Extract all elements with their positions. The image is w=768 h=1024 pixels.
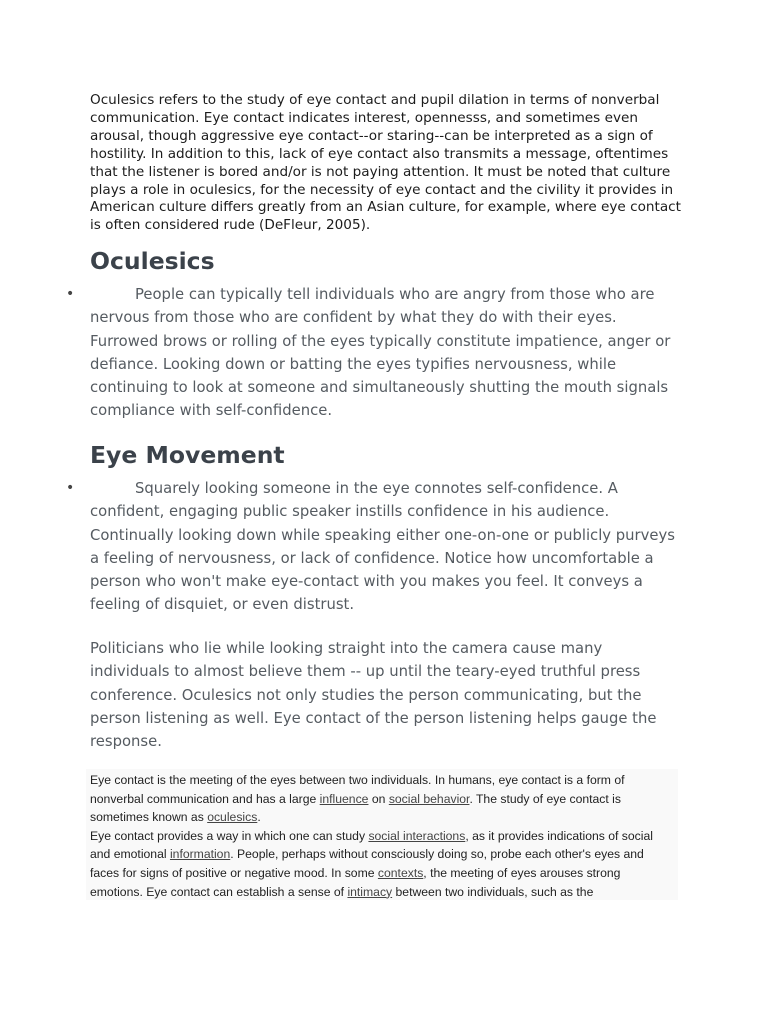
excerpt-paragraph-1 [90, 771, 674, 827]
excerpt-text: . The study of eye contact is sometimes known as [90, 791, 621, 825]
excerpt-text: , as it provides indications of social and emotional [90, 828, 653, 862]
excerpt-text: , the meeting of eyes arouses strong emotions. Eye contact can establish a sense of [90, 865, 621, 899]
eye-contact-excerpt [86, 769, 678, 900]
bullet-item-eye-movement [66, 477, 676, 617]
link-influence[interactable]: influence [319, 791, 369, 806]
link-social-behavior[interactable]: social behavior [388, 791, 470, 806]
bullet-dot: • [66, 286, 75, 302]
excerpt-text: . [257, 810, 261, 825]
excerpt-text: on [368, 791, 389, 806]
excerpt-text: between two individuals, such as the [392, 884, 594, 899]
excerpt-text: Eye contact provides a way in which one can study [90, 828, 369, 843]
link-oculesics[interactable]: oculesics [207, 810, 258, 825]
excerpt-paragraph-2 [90, 827, 674, 900]
bullet-item-oculesics [66, 283, 676, 423]
intro-paragraph: Oculesics refers to the study of eye contact and pupil dilation in terms of nonverbal communication. Eye contact indicates interest, opennesss, and sometimes even arousal, though aggressive eye contact--or staring--can be interpreted as a sign of hostility. In addition to this, lack of eye contact also transmits a message, oftentimes that the listener is bored and/or is not paying attention. It must be noted that culture plays a role in oculesics, for the necessity of eye contact and the civility it provides in American culture differs greatly from an Asian culture, for example, where eye contact is often considered rude (DeFleur, 2005). [90, 92, 681, 234]
heading-eye-movement: Eye Movement [90, 441, 285, 469]
politicians-paragraph: Politicians who lie while looking straight into the camera cause many individuals to almost believe them -- up until the teary-eyed truthful press conference. Oculesics not only studies the person communicating, but the person listening as well. Eye contact of the person listening helps gauge the response. [90, 640, 657, 751]
excerpt-text: . People, perhaps without consciously doing so, probe each other's eyes and faces for signs of positive or negative mood. In some [90, 847, 644, 880]
bullet-text-eye-movement: Squarely looking someone in the eye connotes self-confidence. A confident, engaging public speaker instills confidence in his audience. Continually looking down while speaking either one-on-one or publicly purveys a feeling of nervousness, or lack of confidence. Notice how uncomfortable a person who won't make eye-contact with you makes you feel. It conveys a feeling of disquiet, or even distrust. [90, 480, 675, 614]
heading-oculesics: Oculesics [90, 247, 215, 275]
bullet-dot: • [66, 480, 75, 496]
link-contexts[interactable]: contexts [377, 865, 424, 880]
link-social-interactions[interactable]: social interactions [368, 828, 466, 843]
link-information[interactable]: information [169, 847, 231, 862]
bullet-text-oculesics: People can typically tell individuals who are angry from those who are nervous from those who are confident by what they do with their eyes. Furrowed brows or rolling of the eyes typically constitute impatience, anger or defiance. Looking down or batting the eyes typifies nervousness, while continuing to look at someone and simultaneously shutting the mouth signals compliance with self-confidence. [90, 286, 671, 420]
link-intimacy[interactable]: intimacy [347, 884, 393, 899]
excerpt-text: Eye contact is the meeting of the eyes between two individuals. In humans, eye contact is a form of nonverbal communication and has a large [90, 773, 625, 806]
